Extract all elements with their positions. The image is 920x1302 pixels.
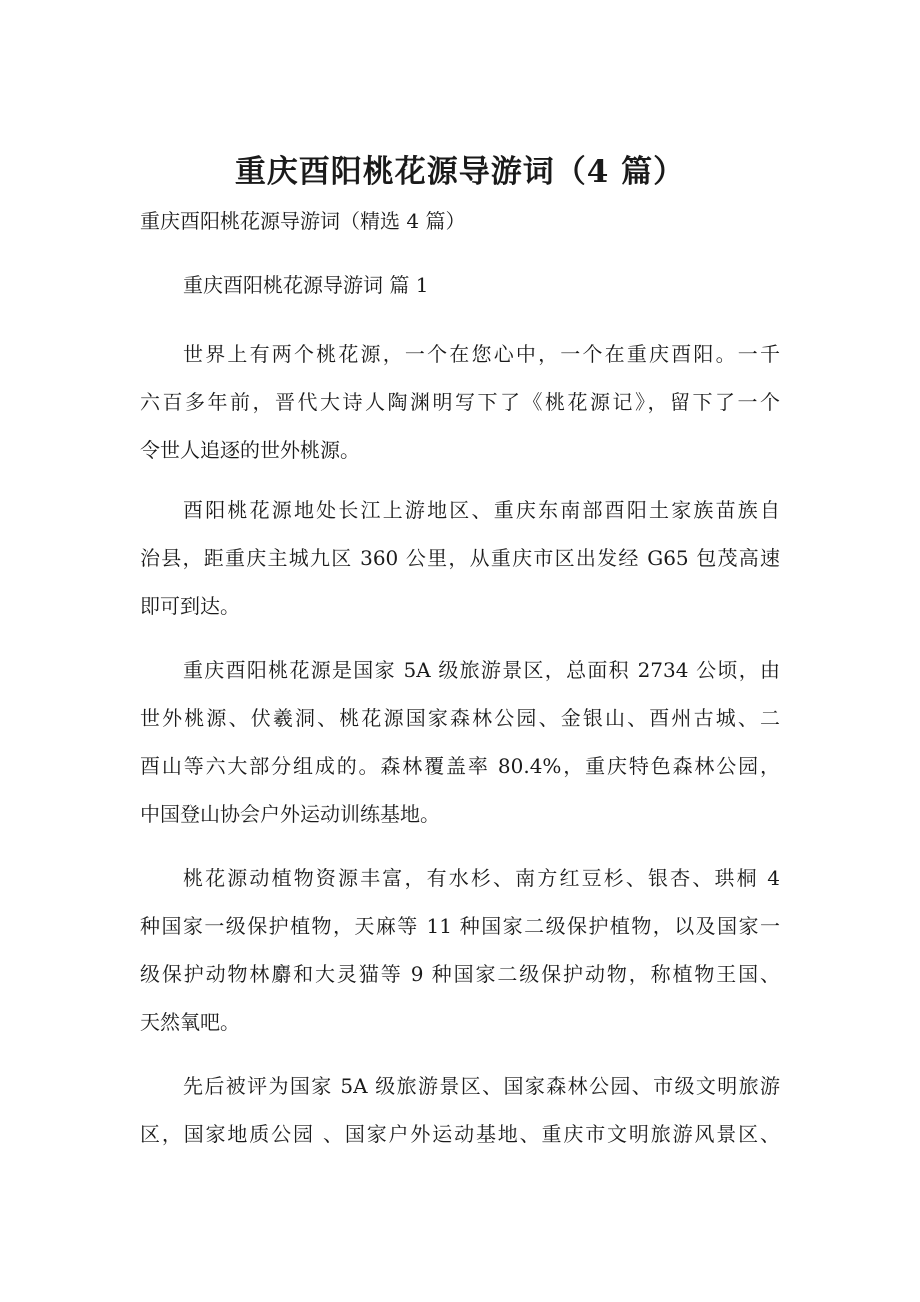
paragraph-line: 区，国家地质公园 、国家户外运动基地、重庆市文明旅游风景区、 — [140, 1122, 780, 1146]
paragraph-5 — [140, 1062, 780, 1158]
paragraph-1 — [140, 330, 780, 474]
paragraph-line: 世界上有两个桃花源，一个在您心中，一个在重庆酉阳。一千 — [183, 342, 780, 366]
paragraph-line: 酉阳桃花源地处长江上游地区、重庆东南部酉阳土家族苗族自 — [183, 498, 780, 522]
paragraph-line: 先后被评为国家 5A 级旅游景区、国家森林公园、市级文明旅游 — [183, 1074, 780, 1098]
document-title: 重庆酉阳桃花源导游词（4 篇） — [234, 154, 686, 190]
section-heading: 重庆酉阳桃花源导游词 篇 1 — [183, 273, 429, 297]
paragraph-line: 天然氧吧。 — [140, 1010, 240, 1034]
paragraph-3 — [140, 646, 780, 838]
paragraph-line: 世外桃源、伏羲洞、桃花源国家森林公园、金银山、酉州古城、二 — [140, 706, 780, 730]
document-subtitle: 重庆酉阳桃花源导游词（精选 4 篇） — [140, 209, 466, 233]
paragraph-line: 六百多年前，晋代大诗人陶渊明写下了《桃花源记》，留下了一个 — [140, 390, 780, 414]
paragraph-4 — [140, 854, 780, 1046]
paragraph-line: 重庆酉阳桃花源是国家 5A 级旅游景区，总面积 2734 公顷，由 — [183, 658, 780, 682]
paragraph-line: 种国家一级保护植物，天麻等 11 种国家二级保护植物，以及国家一 — [140, 914, 780, 938]
paragraph-line: 桃花源动植物资源丰富，有水杉、南方红豆杉、银杏、珙桐 4 — [183, 866, 780, 890]
paragraph-line: 级保护动物林麝和大灵猫等 9 种国家二级保护动物，称植物王国、 — [140, 962, 780, 986]
paragraph-line: 中国登山协会户外运动训练基地。 — [140, 802, 440, 826]
paragraph-line: 令世人追逐的世外桃源。 — [140, 438, 360, 462]
paragraph-2 — [140, 486, 780, 630]
paragraph-line: 即可到达。 — [140, 594, 240, 618]
paragraph-line: 治县，距重庆主城九区 360 公里，从重庆市区出发经 G65 包茂高速 — [140, 546, 780, 570]
paragraph-line: 酉山等六大部分组成的。森林覆盖率 80.4%，重庆特色森林公园， — [140, 754, 780, 778]
